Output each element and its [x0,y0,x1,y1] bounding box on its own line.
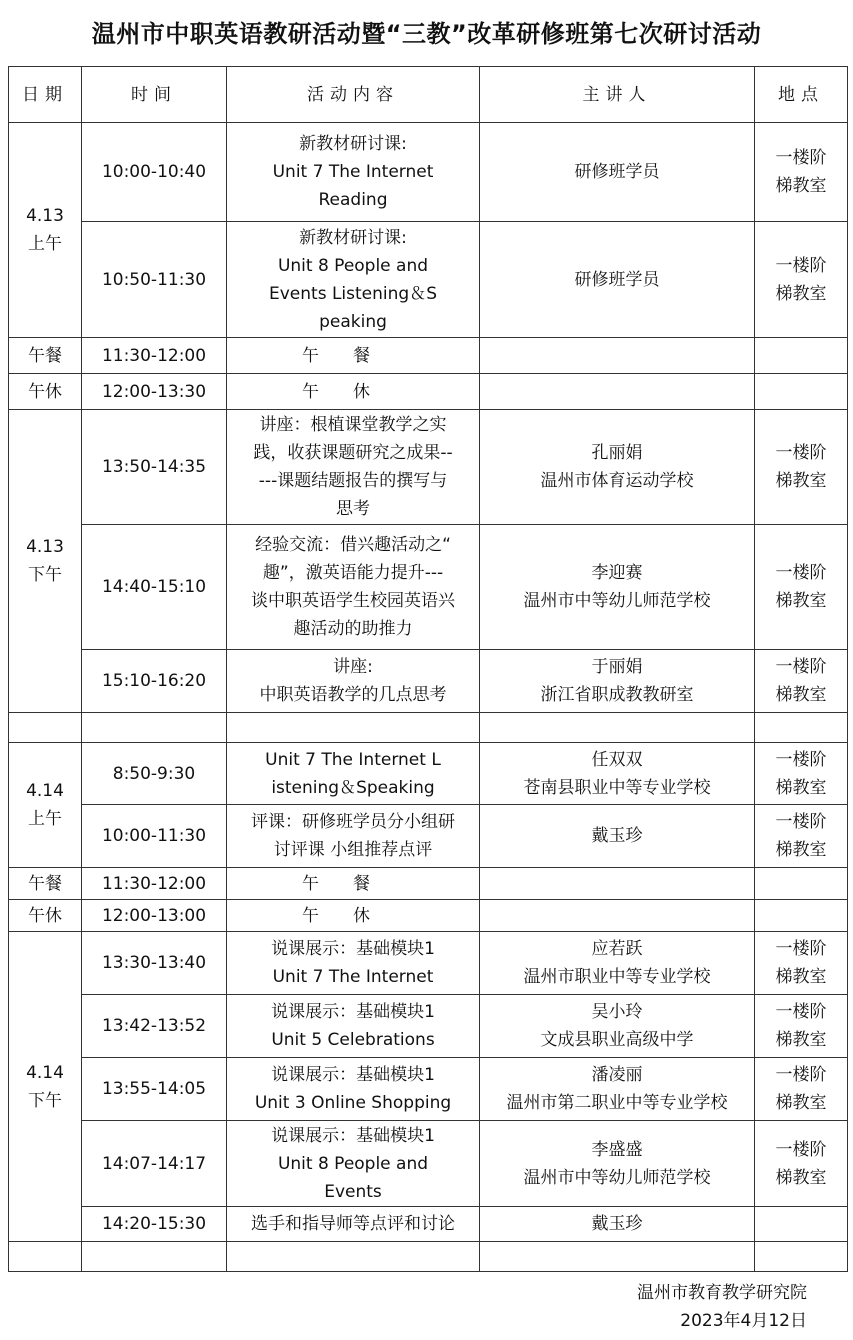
location-cell-line: 一楼阶 [775,148,827,168]
location-cell-line: 一楼阶 [775,443,827,463]
content-cell [227,410,480,525]
location-cell [755,805,848,868]
speaker-cell-line: 于丽娟 [591,657,643,677]
speaker-cell-line: 温州市第二职业中等专业学校 [506,1093,728,1113]
blank-cell [755,713,848,743]
speaker-cell [480,805,755,868]
date-cell [9,900,82,932]
time-cell: 13:50-14:35 [82,410,227,525]
location-cell [755,743,848,805]
blank-cell [227,713,480,743]
location-cell [755,995,848,1058]
speaker-cell-line: 吴小玲 [591,1002,643,1022]
date-cell [9,410,82,713]
speaker-cell [480,525,755,650]
content-cell-line: 评课：研修班学员分小组研 [251,812,455,832]
location-cell [755,123,848,222]
location-cell-line: 梯教室 [775,777,827,798]
content-cell [227,650,480,713]
table-row [9,222,848,338]
date-cell-line: 午餐 [28,873,62,894]
location-cell-line: 梯教室 [775,685,827,705]
content-cell-line: 说课展示：基础模块1 [271,1125,435,1146]
location-cell-line: 梯教室 [775,840,827,860]
location-cell-line: 一楼阶 [775,1002,827,1022]
blank-cell [480,1242,755,1272]
time-cell: 11:30-12:00 [82,868,227,900]
speaker-cell [480,995,755,1058]
speaker-cell [480,743,755,805]
table-row [9,1207,848,1242]
speaker-cell-line: 浙江省职成教教研室 [540,685,694,705]
table-row [9,805,848,868]
location-cell-line: 一楼阶 [775,939,827,959]
content-cell-line: Events [324,1181,382,1202]
location-cell [755,410,848,525]
speaker-cell [480,1121,755,1207]
location-cell [755,932,848,995]
blank-row [9,1242,848,1272]
content-cell [227,805,480,868]
content-cell-line: istening＆Speaking [271,777,435,798]
location-cell [755,525,848,650]
location-cell [755,338,848,374]
speaker-cell [480,868,755,900]
location-cell-line: 一楼阶 [775,657,827,677]
speaker-cell-line: 研修班学员 [574,269,660,290]
speaker-cell [480,410,755,525]
header-content: 活动内容 [227,67,480,123]
location-cell [755,1121,848,1207]
time-cell: 13:30-13:40 [82,932,227,995]
content-cell [227,222,480,338]
location-cell [755,1207,848,1242]
speaker-cell-line: 温州市中等幼儿师范学校 [523,1167,711,1188]
time-cell: 10:50-11:30 [82,222,227,338]
table-row [9,650,848,713]
time-cell: 13:42-13:52 [82,995,227,1058]
date-cell-line: 下午 [28,565,62,585]
location-cell-line: 一楼阶 [775,563,827,583]
location-cell-line: 梯教室 [775,1167,827,1188]
location-cell-line: 梯教室 [775,1093,827,1113]
footer-date: 2023年4月12日 [680,1311,807,1331]
content-cell-line: Unit 5 Celebrations [271,1030,435,1050]
schedule-table [8,66,848,1272]
table-row [9,410,848,525]
location-cell-line: 一楼阶 [775,1065,827,1085]
content-cell [227,525,480,650]
footer-organization: 温州市教育教学研究院 [637,1283,807,1303]
speaker-cell-line: 戴玉珍 [591,826,643,846]
content-cell-line: peaking [319,311,387,332]
time-cell: 15:10-16:20 [82,650,227,713]
table-row [9,1121,848,1207]
content-cell [227,374,480,410]
time-cell: 10:00-10:40 [82,123,227,222]
speaker-cell-line: 温州市中等幼儿师范学校 [523,591,711,611]
blank-cell [227,1242,480,1272]
speaker-cell-line: 温州市体育运动学校 [540,471,694,491]
content-cell-line: Unit 7 The Internet [272,967,434,987]
speaker-cell [480,932,755,995]
content-cell-line: 说课展示：基础模块1 [271,1002,435,1022]
speaker-cell-line: 应若跃 [591,939,643,959]
page-title: 温州市中职英语教研活动暨“三教”改革研修班第七次研讨活动 [91,20,762,48]
content-cell-line: Unit 8 People and [277,255,429,276]
content-cell-line: 讨评课 小组推荐点评 [273,840,433,860]
date-cell-line: 4.14 [26,1062,64,1083]
content-cell-line: Reading [318,190,388,210]
speaker-cell [480,338,755,374]
speaker-cell [480,1207,755,1242]
content-cell-line: 新教材研讨课: [299,227,407,248]
table-row [9,123,848,222]
time-cell: 10:00-11:30 [82,805,227,868]
speaker-cell-line: 孔丽娟 [591,443,643,463]
content-cell [227,743,480,805]
table-row [9,1058,848,1121]
table-row [9,868,848,900]
location-cell-line: 梯教室 [775,1030,827,1050]
date-cell [9,868,82,900]
content-cell-line: 午休 [302,381,404,402]
date-cell [9,932,82,1242]
content-cell-line: 说课展示：基础模块1 [271,939,435,959]
date-cell-line: 午休 [28,905,62,926]
content-cell-line: 经验交流：借兴趣活动之“ [255,535,451,555]
date-cell-line: 4.13 [26,537,64,557]
content-cell-line: Unit 7 The Internet L [265,749,441,770]
content-cell-line: Unit 8 People and [277,1153,429,1174]
time-cell: 14:40-15:10 [82,525,227,650]
table-row [9,525,848,650]
speaker-cell [480,222,755,338]
speaker-cell-line: 任双双 [591,749,643,770]
time-cell: 12:00-13:30 [82,374,227,410]
date-cell [9,338,82,374]
content-cell-line: 选手和指导师等点评和讨论 [251,1214,455,1234]
location-cell [755,222,848,338]
table-row [9,743,848,805]
blank-cell [82,1242,227,1272]
content-cell-line: 午餐 [302,345,404,366]
speaker-cell-line: 潘凌丽 [591,1065,643,1085]
table-row [9,932,848,995]
header-time: 时间 [82,67,227,123]
header-row [9,67,848,123]
content-cell [227,1121,480,1207]
content-cell-line: 午休 [302,905,404,926]
date-cell-line: 4.14 [26,781,64,801]
date-cell [9,374,82,410]
header-date: 日期 [9,67,82,123]
content-cell [227,123,480,222]
speaker-cell [480,650,755,713]
content-cell-line: ---课题结题报告的撰写与 [258,471,448,491]
date-cell [9,743,82,868]
speaker-cell [480,1058,755,1121]
location-cell-line: 梯教室 [775,591,827,611]
table-row [9,374,848,410]
content-cell [227,995,480,1058]
content-cell-line: 趣活动的助推力 [293,619,413,639]
table-row [9,338,848,374]
time-cell: 14:20-15:30 [82,1207,227,1242]
time-cell: 14:07-14:17 [82,1121,227,1207]
location-cell-line: 梯教室 [775,283,827,304]
time-cell: 13:55-14:05 [82,1058,227,1121]
content-cell [227,932,480,995]
location-cell [755,374,848,410]
location-cell [755,1058,848,1121]
blank-cell [82,713,227,743]
content-cell [227,900,480,932]
speaker-cell [480,374,755,410]
location-cell-line: 梯教室 [775,471,827,491]
content-cell [227,338,480,374]
location-cell-line: 一楼阶 [775,1139,827,1160]
content-cell-line: 新教材研讨课: [299,134,407,154]
content-cell-line: 讲座: [333,657,373,677]
speaker-cell-line: 李迎赛 [591,563,643,583]
speaker-cell-line: 文成县职业高级中学 [540,1030,694,1050]
location-cell-line: 梯教室 [775,967,827,987]
speaker-cell-line: 李盛盛 [591,1139,643,1160]
content-cell-line: 践，收获课题研究之成果-- [253,443,453,463]
location-cell [755,650,848,713]
location-cell-line: 一楼阶 [775,812,827,832]
content-cell-line: Unit 7 The Internet [272,162,434,182]
content-cell-line: 午餐 [302,873,404,894]
content-cell-line: 中职英语教学的几点思考 [259,685,447,705]
location-cell-line: 梯教室 [775,176,827,196]
table-row [9,900,848,932]
date-cell [9,123,82,338]
location-cell-line: 一楼阶 [775,749,827,770]
content-cell [227,1207,480,1242]
content-cell-line: 谈中职英语学生校园英语兴 [251,591,455,611]
speaker-cell-line: 戴玉珍 [591,1214,643,1234]
date-cell-line: 4.13 [26,206,64,226]
content-cell-line: Unit 3 Online Shopping [254,1093,452,1113]
speaker-cell [480,123,755,222]
content-cell-line: 说课展示：基础模块1 [271,1065,435,1085]
date-cell-line: 下午 [28,1090,62,1111]
blank-row [9,713,848,743]
time-cell: 12:00-13:00 [82,900,227,932]
location-cell [755,900,848,932]
blank-cell [755,1242,848,1272]
speaker-cell-line: 温州市职业中等专业学校 [523,967,711,987]
blank-cell [9,1242,82,1272]
date-cell-line: 上午 [28,234,62,254]
content-cell-line: 思考 [336,499,370,519]
time-cell: 8:50-9:30 [82,743,227,805]
content-cell-line: 讲座：根植课堂教学之实 [259,415,447,435]
location-cell-line: 一楼阶 [775,255,827,276]
header-location: 地点 [755,67,848,123]
content-cell-line: 趣”，激英语能力提升--- [262,563,444,583]
speaker-cell-line: 研修班学员 [574,162,660,182]
time-cell: 11:30-12:00 [82,338,227,374]
date-cell-line: 午餐 [28,345,62,366]
blank-cell [480,713,755,743]
blank-cell [9,713,82,743]
date-cell-line: 上午 [28,809,62,829]
location-cell [755,868,848,900]
header-speaker: 主讲人 [480,67,755,123]
content-cell-line: Events Listening＆S [269,283,437,304]
speaker-cell-line: 苍南县职业中等专业学校 [523,777,711,798]
content-cell [227,868,480,900]
speaker-cell [480,900,755,932]
content-cell [227,1058,480,1121]
date-cell-line: 午休 [28,381,62,402]
table-row [9,995,848,1058]
